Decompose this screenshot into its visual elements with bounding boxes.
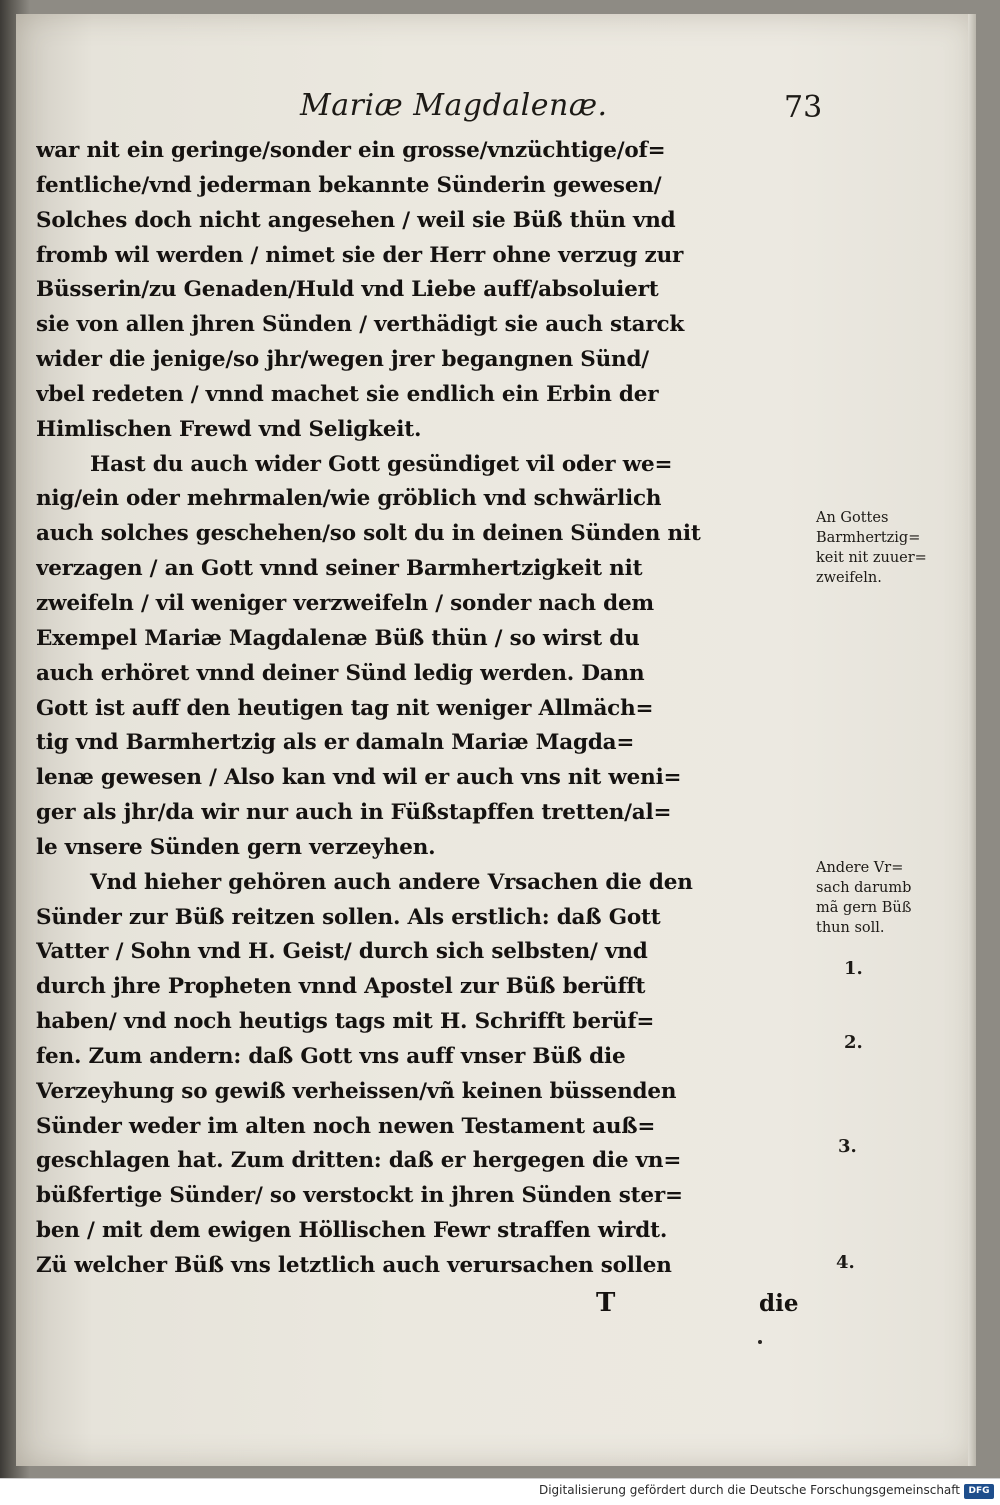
text-line: büßfertige Sünder/ so verstockt in jhren Sünden ster= — [36, 1183, 683, 1209]
page-number: 73 — [784, 90, 823, 125]
margin-note-line: sach darumb — [816, 880, 912, 896]
text-line: ger als jhr/da wir nur auch in Füßstapffen tretten/al= — [36, 800, 672, 826]
margin-number: 4. — [836, 1252, 855, 1273]
text-line: Sünder weder im alten noch newen Testament auß= — [36, 1113, 656, 1139]
page-header — [36, 88, 976, 138]
text-line: haben/ vnd noch heutigs tags mit H. Schrifft berüf= — [36, 1009, 655, 1035]
text-line: tig vnd Barmhertzig als er damaln Mariæ Magda= — [36, 730, 635, 756]
text-line: auch erhöret vnnd deiner Sünd ledig werden. Dann — [36, 660, 645, 686]
text-line: Büsserin/zu Genaden/Huld vnd Liebe auff/absoluiert — [36, 277, 659, 303]
text-line: Zü welcher Büß vns letztlich auch verursachen sollen — [36, 1253, 672, 1278]
ink-speck — [758, 1340, 762, 1344]
catchline — [36, 1286, 799, 1326]
dfg-logo-icon: DFG — [964, 1484, 994, 1499]
margin-note-gottes — [816, 508, 966, 588]
main-text-block — [36, 134, 816, 1284]
margin-note-line: zweifeln. — [816, 570, 882, 586]
margin-note-line: thun soll. — [816, 920, 885, 936]
paragraph-start-line: Vnd hieher gehören auch andere Vrsachen die den — [90, 869, 693, 895]
text-line: war nit ein geringe/sonder ein grosse/vnzüchtige/of= — [36, 138, 666, 163]
text-line: Vatter / Sohn vnd H. Geist/ durch sich selbsten/ vnd — [36, 939, 648, 965]
text-line: le vnsere Sünden gern verzeyhen. — [36, 834, 436, 860]
margin-note-line: Andere Vr= — [816, 860, 904, 876]
margin-note-vrsachen — [816, 858, 966, 938]
margin-note-line: Barmhertzig= — [816, 530, 921, 546]
text-line: Solches doch nicht angesehen / weil sie Büß thün vnd — [36, 207, 676, 233]
catchword: die — [759, 1290, 799, 1317]
text-line: Gott ist auff den heutigen tag nit weniger Allmäch= — [36, 695, 654, 721]
text-line: Exempel Mariæ Magdalenæ Büß thün / so wirst du — [36, 625, 640, 651]
running-title: Mariæ Magdalenæ. — [300, 88, 608, 123]
text-line: durch jhre Propheten vnnd Apostel zur Büß berüfft — [36, 974, 646, 1000]
digitization-footer — [0, 1478, 1000, 1505]
text-line: Sünder zur Büß reitzen sollen. Als erstlich: daß Gott — [36, 904, 661, 930]
text-line: geschlagen hat. Zum dritten: daß er hergegen die vn= — [36, 1148, 682, 1174]
text-line: wider die jenige/so jhr/wegen jrer begangnen Sünd/ — [36, 347, 649, 373]
text-line: zweifeln / vil weniger verzweifeln / sonder nach dem — [36, 590, 654, 616]
text-line: lenæ gewesen / Also kan vnd wil er auch vns nit weni= — [36, 765, 682, 791]
margin-note-line: mã gern Büß — [816, 900, 912, 916]
page-edge — [968, 14, 976, 1466]
text-line: Himlischen Frewd vnd Seligkeit. — [36, 416, 422, 442]
text-line: verzagen / an Gott vnnd seiner Barmhertzigkeit nit — [36, 556, 643, 582]
book-page — [16, 14, 976, 1466]
paragraph-start-line: Hast du auch wider Gott gesündiget vil oder we= — [90, 451, 673, 477]
margin-number: 2. — [844, 1032, 863, 1053]
text-line: sie von allen jhren Sünden / verthädigt sie auch starck — [36, 312, 685, 338]
text-line: Verzeyhung so gewiß verheissen/vñ keinen büssenden — [36, 1078, 677, 1104]
footer-credit: Digitalisierung gefördert durch die Deutsche Forschungsgemeinschaft — [538, 1483, 960, 1497]
margin-note-line: An Gottes — [816, 510, 889, 526]
margin-note-line: keit nit zuuer= — [816, 550, 927, 566]
margin-number: 3. — [838, 1136, 857, 1157]
text-line: fentliche/vnd jederman bekannte Sünderin gewesen/ — [36, 172, 662, 198]
text-line: ben / mit dem ewigen Höllischen Fewr straffen wirdt. — [36, 1218, 668, 1244]
text-line: auch solches geschehen/so solt du in deinen Sünden nit — [36, 521, 701, 547]
text-line: fen. Zum andern: daß Gott vns auff vnser Büß die — [36, 1043, 626, 1069]
margin-number: 1. — [844, 958, 863, 979]
signature-mark: T — [596, 1288, 616, 1318]
text-line: vbel redeten / vnnd machet sie endlich ein Erbin der — [36, 381, 659, 407]
text-line: fromb wil werden / nimet sie der Herr ohne verzug zur — [36, 242, 684, 268]
text-line: nig/ein oder mehrmalen/wie gröblich vnd schwärlich — [36, 486, 662, 512]
